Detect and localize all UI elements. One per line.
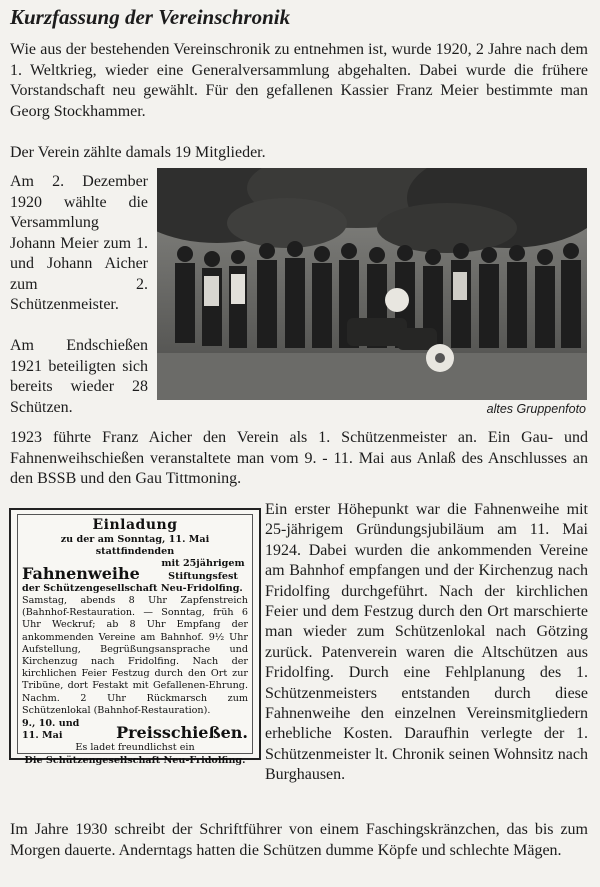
ad-signature: Die Schützengesellschaft Neu-Fridolfing. <box>24 754 246 766</box>
ad-closing: Es ladet freundlichst ein <box>75 742 195 754</box>
paragraph-fahnenweihe: Ein erster Höhepunkt war die Fahnenweihe mit 25-jährigem Gründungsjubiläum am 11. Mai 1924. Dabei wurden die ankommenden Vereine am Bahnhof empfangen und der Kirchenzug nach Fridolfing durchgeführt. Nach der kirchlichen Feier und dem Festzug durch den Ort marschierte man wieder zum Schützenlokal nach Götzing zurück. Patenverein waren die Altschützen aus Fridolfing. Durch eine Fehlplanung des 1. Schützenmeisters entstanden durch diese Fahnenweihe den einzelnen Vereinsmitgliedern erhebliche Kosten. Daraufhin verlegte der 1. Schützenmeister lt. Chronik seinen Wohnsitz nach Burghausen. <box>265 501 588 784</box>
photo-caption: altes Gruppenfoto <box>486 402 586 416</box>
ad-dates: 9., 10. und 11. Mai <box>22 718 80 742</box>
page-title: Kurzfassung der Vereinschronik <box>10 5 291 29</box>
ad-event: Fahnenweihe <box>22 563 140 583</box>
ad-org: der Schützengesellschaft Neu-Fridolfing. <box>22 582 243 594</box>
newspaper-invitation <box>9 508 261 766</box>
ad-shoot: Preisschießen. <box>116 723 248 743</box>
paragraph-intro: Wie aus der bestehenden Vereinschronik zu entnehmen ist, wurde 1920, 2 Jahre nach dem 1. Weltkrieg, wieder eine Generalversammlung abgehalten. Dabei wurde die frühere Vorstandschaft neu gewählt. Für den gefallenen Kassier Franz Meier bestimmte man Georg Stockhammer. <box>10 41 588 120</box>
paragraph-endschiessen-1921: Am Endschießen 1921 beteiligten sich bereits wieder 28 Schützen. <box>10 337 148 416</box>
group-photo-image <box>157 168 587 400</box>
paragraph-1930: Im Jahre 1930 schreibt der Schriftführer von einem Faschingskränzchen, das bis zum Morgen dauerte. Anderntags hatten die Schützen dumme Köpfe und schlechte Mägen. <box>10 821 588 859</box>
paragraph-1923: 1923 führte Franz Aicher den Verein als 1. Schützenmeister an. Ein Gau- und Fahnenweihschießen veranstaltete man vom 9. - 11. Mai aus Anlaß des Anschlusses an den BSSB und den Gau Tittmoning. <box>10 429 588 487</box>
ad-heading: Einladung <box>92 517 178 533</box>
group-photo <box>157 168 587 400</box>
paragraph-election-1920: Am 2. Dezember 1920 wählte die Versammlung Johann Meier zum 1. und Johann Aicher zum 2. Schützenmeister. <box>10 173 148 313</box>
ad-line1: zu der am Sonntag, 11. Mai stattfindenden <box>60 534 210 558</box>
ad-body: Samstag, abends 8 Uhr Zapfenstreich (Bahnhof-Restauration. — Sonntag, früh 6 Uhr Weckruf; ab 8 Uhr Empfang der ankommenden Vereine am Bahnhof. 9½ Uhr Aufstellung, Begrüßungsansprache und Kirchenzug nach Fridolfing. Nach der kirchlichen Feier Festzug durch den Ort zur Tribüne, dort Festakt mit Gefallenen-Ehrung. Nachm. 2 Uhr Rückmarsch zum Schützenlokal (Bahnhof-Restauration). <box>22 595 248 716</box>
ad-event-side: mit 25jährigem Stiftungsfest <box>161 558 245 582</box>
paragraph-members: Der Verein zählte damals 19 Mitglieder. <box>10 144 266 161</box>
